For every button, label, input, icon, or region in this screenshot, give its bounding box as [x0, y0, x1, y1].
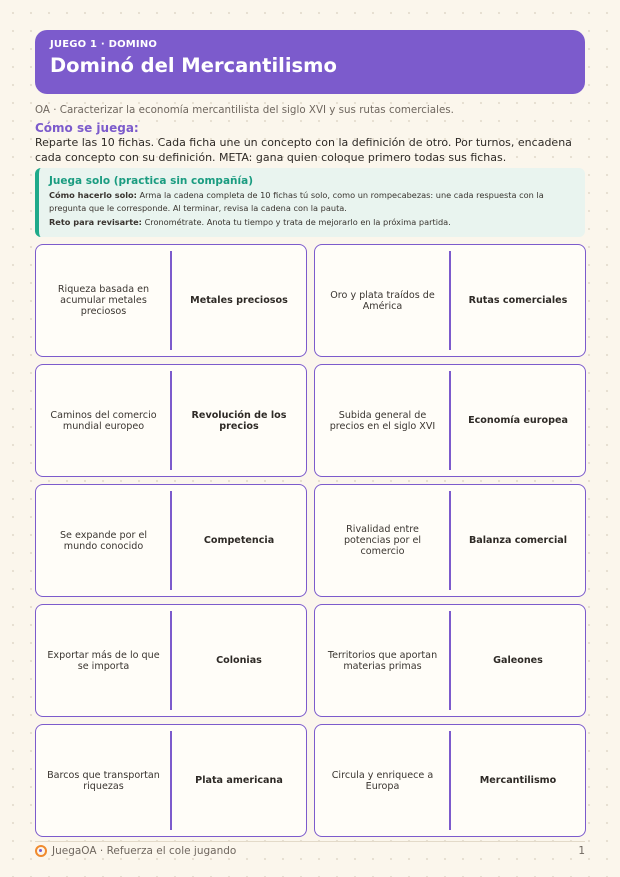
domino-tile[interactable]: [35, 244, 307, 357]
footer-brand: JuegaOA · Refuerza el cole jugando: [52, 845, 237, 857]
tile-concept: Balanza comercial: [468, 535, 568, 546]
tile-definition: Caminos del comercio mundial europeo: [50, 409, 157, 432]
domino-tile[interactable]: [35, 484, 307, 597]
brand-logo-icon: [35, 845, 47, 857]
game-header: [35, 30, 585, 94]
game-kicker: JUEGO 1 · DOMINO: [50, 39, 158, 50]
solo-challenge-line: [49, 216, 575, 229]
tile-concept: Galeones: [493, 655, 543, 666]
solo-how-label: Cómo hacerlo solo:: [49, 190, 137, 200]
domino-tile[interactable]: [314, 604, 586, 717]
solo-challenge-label: Reto para revisarte:: [49, 217, 142, 227]
domino-tile[interactable]: [35, 724, 307, 837]
solo-title: Juega solo (practica sin compañía): [49, 175, 253, 187]
domino-tile[interactable]: [314, 724, 586, 837]
tile-concept: Competencia: [203, 535, 275, 546]
tile-definition: Circula y enriquece a Europa: [331, 769, 434, 792]
page-title: Dominó del Mercantilismo: [50, 54, 337, 77]
solo-mode-box: [35, 168, 585, 237]
domino-tile[interactable]: [35, 604, 307, 717]
tile-definition: Subida general de precios en el siglo XVI: [329, 409, 436, 432]
tile-definition: Oro y plata traídos de América: [330, 289, 435, 312]
domino-tile[interactable]: [314, 364, 586, 477]
domino-tile[interactable]: [35, 364, 307, 477]
tile-concept: Metales preciosos: [190, 295, 288, 306]
tile-concept: Revolución de los precios: [191, 409, 287, 432]
tile-concept: Economía europea: [468, 415, 568, 426]
page-number: 1: [578, 845, 585, 857]
domino-tile[interactable]: [314, 244, 586, 357]
howto-heading: Cómo se juega:: [35, 121, 139, 135]
tile-definition: Exportar más de lo que se importa: [47, 649, 160, 672]
tile-concept: Mercantilismo: [479, 775, 557, 786]
tile-definition: Riqueza basada en acumular metales preciosos: [57, 284, 150, 317]
solo-challenge-text: Cronométrate. Anota tu tiempo y trata de mejorarlo en la próxima partida.: [141, 217, 451, 227]
tile-concept: Rutas comerciales: [468, 295, 568, 306]
tile-definition: Territorios que aportan materias primas: [327, 649, 438, 672]
howto-text: Reparte las 10 fichas. Cada ficha une un concepto con la definición de otro. Por turnos, encadena cada concepto con su definición. META: gana quien coloque primero todas sus fichas.: [35, 136, 572, 164]
solo-how-line: [49, 189, 575, 214]
tile-concept: Plata americana: [195, 775, 283, 786]
tile-definition: Rivalidad entre potencias por el comercio: [343, 524, 422, 557]
domino-tile[interactable]: [314, 484, 586, 597]
tile-definition: Barcos que transportan riquezas: [47, 769, 160, 792]
tile-definition: Se expande por el mundo conocido: [59, 529, 148, 552]
learning-objective: OA · Caracterizar la economía mercantilista del siglo XVI y sus rutas comerciales.: [35, 104, 454, 116]
footer-divider: [35, 841, 585, 842]
page-footer: [35, 843, 585, 859]
tile-concept: Colonias: [216, 655, 262, 666]
solo-how-text: Arma la cadena completa de 10 fichas tú solo, como un rompecabezas: une cada respuesta con la pregunta que le corresponde. Al terminar, revisa la cadena con la pauta.: [49, 190, 544, 213]
